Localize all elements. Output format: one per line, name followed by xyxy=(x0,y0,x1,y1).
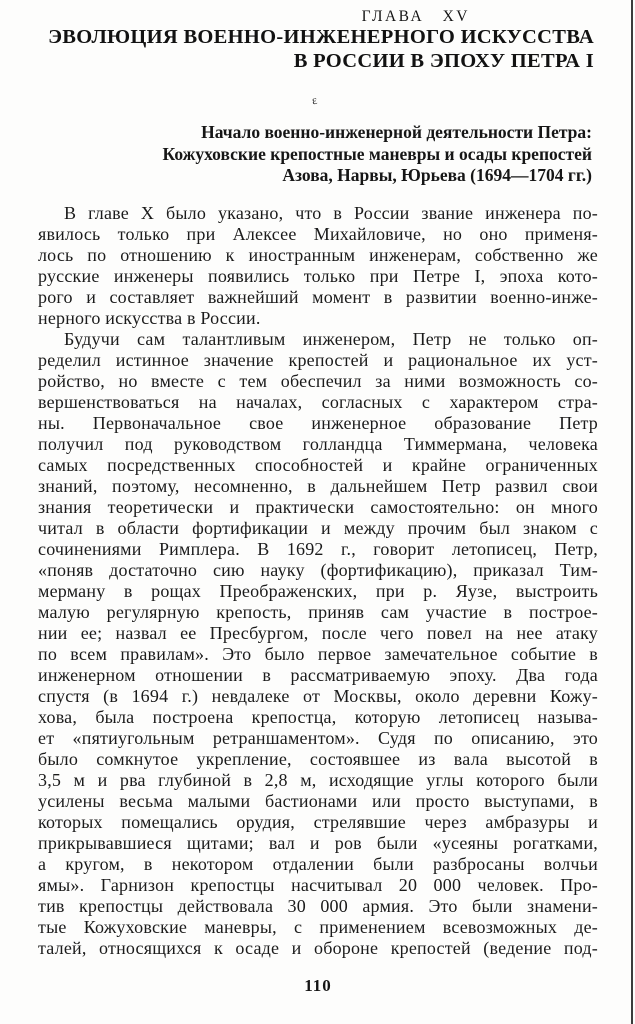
body-line: спустя (в 1694 г.) невдалеке от Москвы, около деревни Кожу- xyxy=(38,686,598,706)
body-line: самых посредственных способностей и крайне ограниченных xyxy=(38,455,598,475)
body-line: ет «пятиугольным ретраншаментом». Судя по описанию, это xyxy=(38,728,598,748)
page-edge-line xyxy=(631,0,633,1024)
body-line: ны. Первоначальное свое инженерное образование Петр xyxy=(38,413,598,433)
body-line: читал в области фортификации и между прочим был знаком с xyxy=(38,518,598,538)
body-line: прикрывавшиеся щитами; вал и ров были «усеяны рогатками, xyxy=(38,833,598,853)
body-line: ямы». Гарнизон крепостцы насчитывал 20 000 человек. Про- xyxy=(38,875,598,895)
body-line: рого и составляет важнейший момент в развитии военно-инже- xyxy=(38,287,598,307)
body-line: русские инженеры появились только при Петре I, эпоха кото- xyxy=(38,266,598,286)
body-line: В главе X было указано, что в России звание инженера по- xyxy=(64,203,598,223)
body-line: тив крепостцы действовала 30 000 армия. Это были знамени- xyxy=(38,896,598,916)
body-line: инженерном отношении в рассматриваемую эпоху. Два года xyxy=(38,665,598,685)
body-line: было сомкнутое укрепление, состоявшее из вала высотой в xyxy=(38,749,598,769)
body-line: знания теоретически и практически самостоятельно: он много xyxy=(38,497,598,517)
body-line: знаний, поэтому, несомненно, в дальнейшем Петр развил свои xyxy=(38,476,598,496)
chapter-title-line: ЭВОЛЮЦИЯ ВОЕННО-ИНЖЕНЕРНОГО ИСКУССТВА xyxy=(48,26,594,48)
body-line: «поняв достаточно сию науку (фортификацию), приказал Тим- xyxy=(38,560,598,580)
section-subtitle-line: Азова, Нарвы, Юрьева (1694—1704 гг.) xyxy=(282,165,592,185)
body-line: лось по отношению к иностранным инженерам, собственно же xyxy=(38,245,598,265)
page-number: 110 xyxy=(304,976,332,995)
body-line: получил под руководством голландца Тиммермана, человека xyxy=(38,434,598,454)
body-line: нерного искусства в России. xyxy=(38,308,261,328)
body-line: тые Кожуховские маневры, с применением всевозможных де- xyxy=(38,917,598,937)
body-line: ройство, но вместе с тем обеспечил за ними возможность со- xyxy=(38,371,598,391)
body-line: которых помещались орудия, стрелявшие через амбразуры и xyxy=(38,812,598,832)
body-line: Будучи сам талантливым инженером, Петр не только оп- xyxy=(64,329,598,349)
body-line: хова, была построена крепостца, которую летописец называ- xyxy=(38,707,598,727)
body-line: явилось только при Алексее Михайловиче, но оно применя- xyxy=(38,224,598,244)
body-line: вершенствоваться на началах, согласных с характером стра- xyxy=(38,392,598,412)
chapter-title xyxy=(38,25,598,73)
body-line: ределил истинное значение крепостей и рациональное их уст- xyxy=(38,350,598,370)
section-subtitle-line: Кожуховские крепостные маневры и осады крепостей xyxy=(162,143,592,164)
section-subtitle-line: Начало военно-инженерной деятельности Петра: xyxy=(201,122,592,142)
print-artifact-mark: ε xyxy=(310,92,319,108)
body-line: малую регулярную крепость, приняв сам участие в построе- xyxy=(38,602,598,622)
body-line: нии ее; назвал ее Пресбургом, после чего повел на нее атаку xyxy=(38,623,598,643)
paragraph xyxy=(38,203,598,329)
section-subtitle xyxy=(38,122,598,187)
paragraph xyxy=(38,329,598,959)
body-line: мерману в рощах Преображенских, при р. Яузе, выстроить xyxy=(38,581,598,601)
body-line: талей, относящихся к осаде и обороне крепостей (ведение под- xyxy=(38,938,598,958)
body-line: а кругом, в некотором отдалении были разбросаны волчьи xyxy=(38,854,598,874)
body-line: 3,5 м и рва глубиной в 2,8 м, исходящие углы которого были xyxy=(38,770,598,790)
body-line: по всем правилам». Это было первое замечательное событие в xyxy=(38,644,598,664)
body-line: сочинениями Римплера. В 1692 г., говорит летописец, Петр, xyxy=(38,539,598,559)
chapter-title-line: В РОССИИ В ЭПОХУ ПЕТРА I xyxy=(293,50,594,72)
chapter-heading: ГЛАВА XV xyxy=(361,8,470,25)
body-line: усилены весьма малыми бастионами или просто выступами, в xyxy=(38,791,598,811)
body-text xyxy=(38,203,598,959)
